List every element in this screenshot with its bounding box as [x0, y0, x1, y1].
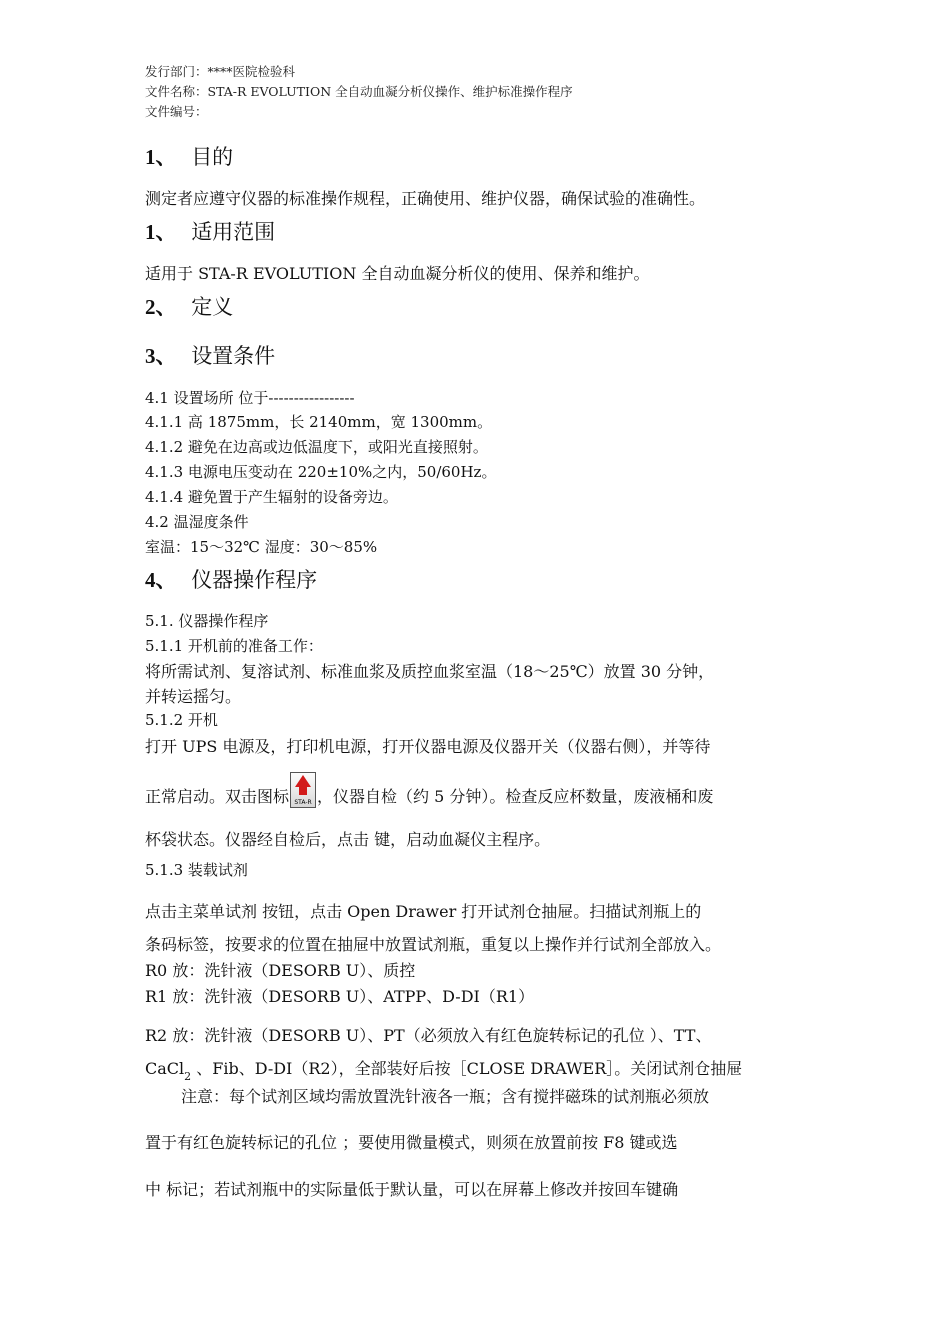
- op-text: ，仪器自检（约 5 分钟）。检查反应杯数量，废液桶和废: [317, 787, 714, 806]
- heading-scope: [145, 216, 275, 246]
- op-text: 正常启动。双击图标: [145, 787, 290, 806]
- purpose-text: 测定者应遵守仪器的标准操作规程，正确使用、维护仪器，确保试验的准确性。: [145, 189, 706, 208]
- heading-setup: [145, 340, 275, 370]
- heading-number: 1、: [145, 220, 177, 244]
- op-line-cacl2: [145, 1056, 743, 1083]
- op-line: R0 放：洗针液（DESORB U）、质控: [145, 961, 416, 980]
- subscript: 2: [184, 1070, 192, 1083]
- op-line: 并转运摇匀。: [145, 687, 242, 706]
- setup-line: 4.1 设置场所 位于-----------------: [145, 389, 355, 407]
- icon-label: STA-R: [294, 799, 312, 806]
- heading-definition: [145, 291, 233, 321]
- heading-operation: [145, 564, 317, 594]
- heading-number: 4、: [145, 568, 177, 592]
- header-doc-no: 文件编号：: [145, 104, 208, 119]
- setup-line: 4.2 温湿度条件: [145, 513, 249, 531]
- arrow-stem: [299, 786, 307, 795]
- op-line: 打开 UPS 电源及，打印机电源，打开仪器电源及仪器开关（仪器右侧），并等待: [145, 737, 711, 756]
- op-line: 将所需试剂、复溶试剂、标准血浆及质控血浆室温（18～25℃）放置 30 分钟，: [145, 662, 715, 681]
- op-line: 注意：每个试剂区域均需放置洗针液各一瓶；含有搅拌磁珠的试剂瓶必须放: [181, 1087, 710, 1106]
- op-line: 杯袋状态。仪器经自检后，点击 键，启动血凝仪主程序。: [145, 830, 551, 849]
- setup-line: 室温：15～32℃ 湿度：30～85%: [145, 538, 378, 556]
- op-line: 条码标签，按要求的位置在抽屉中放置试剂瓶，重复以上操作并行试剂全部放入。: [145, 935, 722, 954]
- header-dept: 发行部门：****医院检验科: [145, 64, 296, 79]
- op-line: R2 放：洗针液（DESORB U）、PT（必须放入有红色旋转标记的孔位 ）、TT、: [145, 1026, 712, 1045]
- op-line: 置于有红色旋转标记的孔位 ；要使用微量模式，则须在放置前按 F8 键或选: [145, 1133, 678, 1152]
- scope-text: 适用于 STA-R EVOLUTION 全自动血凝分析仪的使用、保养和维护。: [145, 264, 650, 283]
- op-line: 中 标记；若试剂瓶中的实际量低于默认量，可以在屏幕上修改并按回车键确: [145, 1180, 679, 1199]
- op-text: 、Fib、D-DI（R2），全部装好后按［CLOSE DRAWER］。关闭试剂仓抽屉: [191, 1059, 743, 1078]
- sta-r-app-icon: [290, 772, 316, 808]
- heading-title: 定义: [191, 295, 234, 319]
- setup-line: 4.1.4 避免置于产生辐射的设备旁边。: [145, 488, 398, 506]
- header-doc-name: 文件名称：STA-R EVOLUTION 全自动血凝分析仪操作、维护标准操作程序: [145, 84, 573, 99]
- setup-line: 4.1.2 避免在边高或边低温度下，或阳光直接照射。: [145, 438, 488, 456]
- op-line-with-icon: [145, 772, 713, 808]
- heading-title: 适用范围: [191, 220, 276, 244]
- op-text: CaCl: [145, 1059, 185, 1078]
- heading-purpose: [145, 141, 233, 171]
- op-line: 5.1.2 开机: [145, 711, 218, 729]
- setup-line: 4.1.1 高 1875mm，长 2140mm，宽 1300mm。: [145, 413, 493, 431]
- op-line: 点击主菜单试剂 按钮，点击 Open Drawer 打开试剂仓抽屉。扫描试剂瓶上的: [145, 902, 702, 921]
- heading-number: 1、: [145, 145, 177, 169]
- op-line: 5.1. 仪器操作程序: [145, 612, 269, 630]
- op-line: R1 放：洗针液（DESORB U）、ATPP、D-DI（R1）: [145, 987, 535, 1006]
- heading-title: 仪器操作程序: [191, 568, 318, 592]
- setup-line: 4.1.3 电源电压变动在 220±10%之内，50/60Hz。: [145, 463, 497, 481]
- op-line: 5.1.1 开机前的准备工作：: [145, 637, 323, 655]
- heading-number: 2、: [145, 295, 177, 319]
- op-line: 5.1.3 装载试剂: [145, 861, 248, 879]
- heading-title: 设置条件: [191, 344, 276, 368]
- heading-title: 目的: [191, 145, 234, 169]
- heading-number: 3、: [145, 344, 177, 368]
